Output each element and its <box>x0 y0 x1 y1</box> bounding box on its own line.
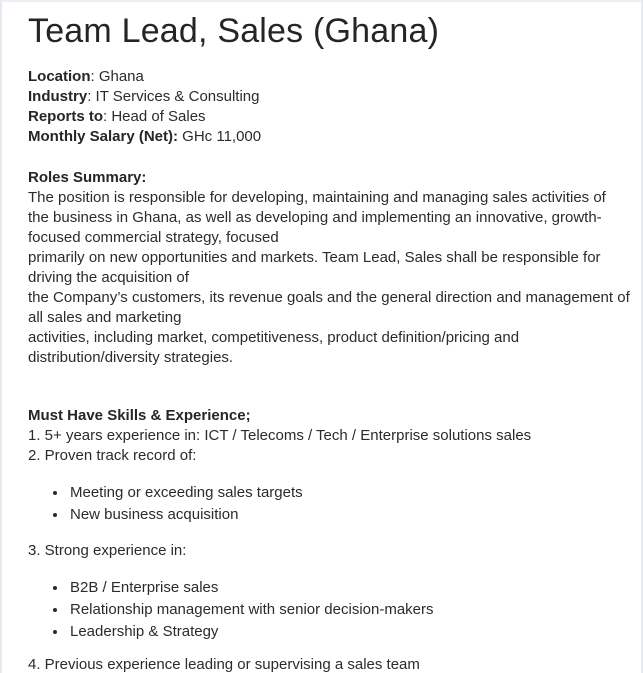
track-record-list <box>28 482 633 526</box>
roles-summary-line: activities, including market, competitiveness, product definition/pricing and <box>28 329 520 346</box>
roles-summary-line: the Company’s customers, its revenue goals and the general direction and management of <box>28 289 630 306</box>
must-have-item-3: 3. Strong experience in: <box>28 542 187 559</box>
must-have-item-1: 1. 5+ years experience in: ICT / Telecoms / Tech / Enterprise solutions sales <box>28 427 532 444</box>
experience-list <box>28 577 633 643</box>
must-have-item-2: 2. Proven track record of: <box>28 447 197 464</box>
page-title: Team Lead, Sales (Ghana) <box>28 12 440 50</box>
list-item: • Relationship management with senior decision-makers <box>68 599 633 621</box>
must-have-section <box>28 406 633 466</box>
detail-label: Reports to <box>28 108 103 125</box>
roles-summary-heading: Roles Summary: <box>28 169 147 186</box>
roles-summary-line: focused commercial strategy, focused <box>28 229 279 246</box>
roles-summary-section <box>28 168 633 368</box>
detail-value: GHc 11,000 <box>178 128 262 145</box>
detail-value: : Head of Sales <box>103 108 206 125</box>
roles-summary-line: driving the acquisition of <box>28 269 189 286</box>
detail-value: : Ghana <box>90 68 144 85</box>
must-have-heading: Must Have Skills & Experience; <box>28 407 251 424</box>
job-details <box>28 67 633 147</box>
must-have-item-4: 4. Previous experience leading or supervising a sales team <box>28 656 420 673</box>
detail-value: : IT Services & Consulting <box>87 88 260 105</box>
detail-row-industry <box>28 87 633 107</box>
roles-summary-line: distribution/diversity strategies. <box>28 349 234 366</box>
detail-label: Monthly Salary (Net): <box>28 128 179 145</box>
list-item: • Meeting or exceeding sales targets <box>68 482 633 504</box>
roles-summary-line: all sales and marketing <box>28 309 182 326</box>
detail-label: Industry <box>28 88 88 105</box>
list-item: • Leadership & Strategy <box>68 621 633 643</box>
roles-summary-line: the business in Ghana, as well as developing and implementing an innovative, growth- <box>28 209 602 226</box>
detail-label: Location <box>28 68 91 85</box>
detail-row-location <box>28 67 633 87</box>
list-item: • B2B / Enterprise sales <box>68 577 633 599</box>
detail-row-salary <box>28 127 633 147</box>
detail-row-reports-to <box>28 107 633 127</box>
list-item: • New business acquisition <box>68 504 633 526</box>
roles-summary-line: primarily on new opportunities and markets. Team Lead, Sales shall be responsible for <box>28 249 601 266</box>
roles-summary-line: The position is responsible for developing, maintaining and managing sales activities of <box>28 189 606 206</box>
